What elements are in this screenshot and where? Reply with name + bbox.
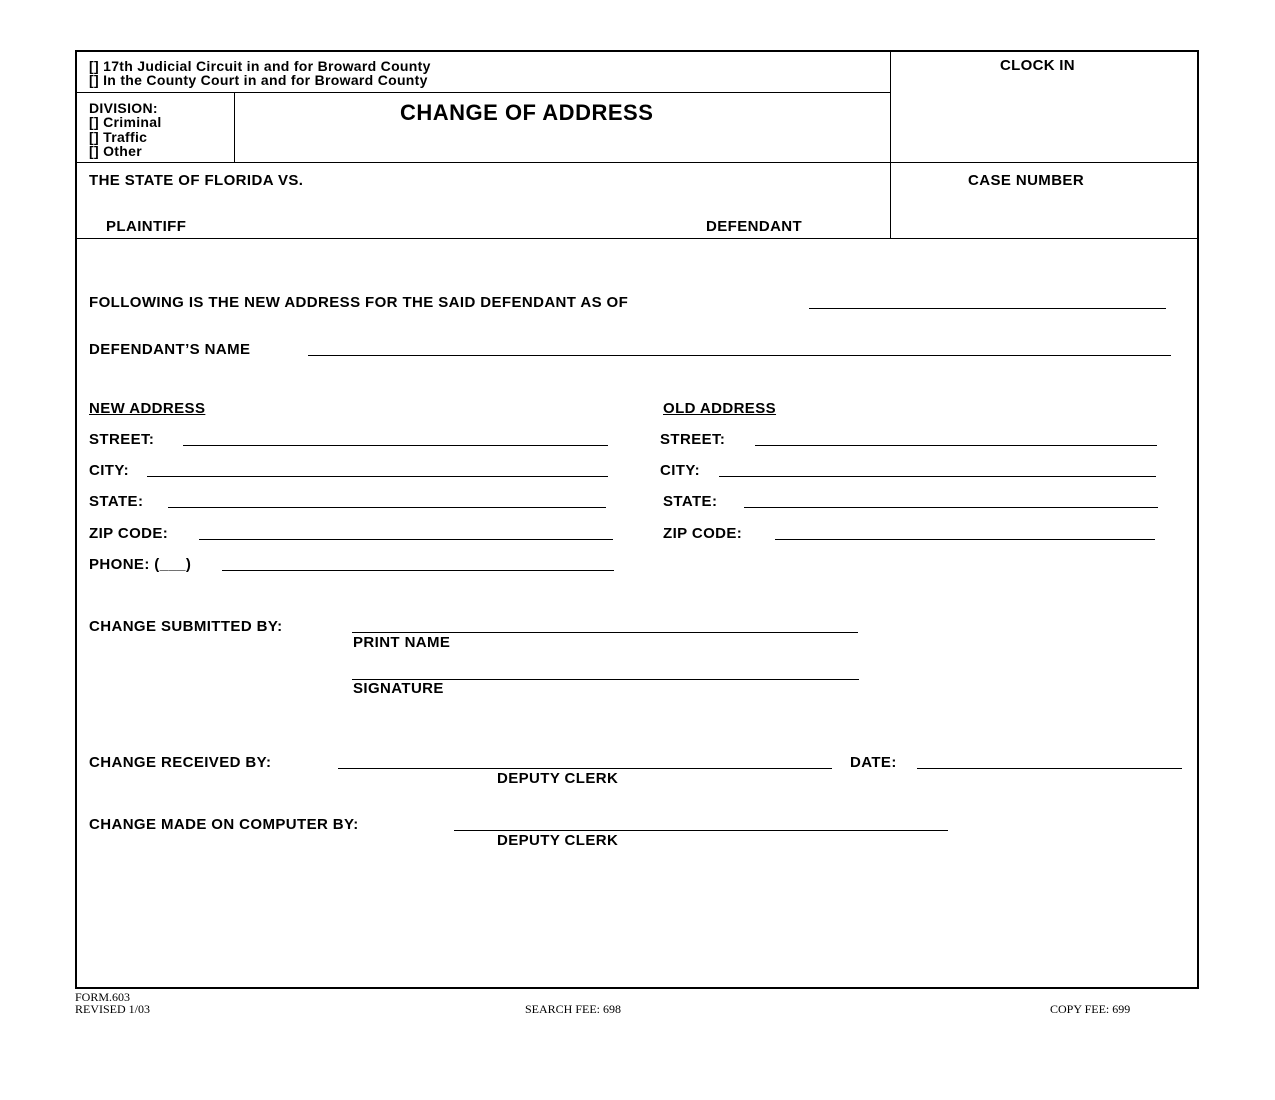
division-option-criminal[interactable]: [] Criminal — [89, 114, 162, 130]
made-on-computer-field[interactable] — [454, 830, 948, 831]
new-phone-field[interactable] — [222, 570, 614, 571]
plaintiff-label: PLAINTIFF — [106, 218, 187, 235]
division-option-other[interactable]: [] Other — [89, 143, 142, 159]
print-name-field[interactable] — [352, 632, 858, 633]
form-title: CHANGE OF ADDRESS — [400, 100, 654, 125]
defendant-name-label: DEFENDANT’S NAME — [89, 341, 251, 358]
as-of-date-field[interactable] — [809, 308, 1166, 309]
new-street-label: STREET: — [89, 431, 155, 448]
signature-caption: SIGNATURE — [353, 680, 444, 697]
header-divider-court — [75, 92, 890, 93]
made-on-computer-label: CHANGE MADE ON COMPUTER BY: — [89, 816, 359, 833]
header-divider-caption — [75, 162, 1199, 163]
division-option-traffic[interactable]: [] Traffic — [89, 129, 148, 145]
new-state-label: STATE: — [89, 493, 144, 510]
print-name-caption: PRINT NAME — [353, 634, 451, 651]
new-state-field[interactable] — [168, 507, 606, 508]
form-border — [75, 50, 1199, 989]
division-label: DIVISION: — [89, 100, 158, 116]
defendant-label: DEFENDANT — [706, 218, 803, 235]
old-address-heading: OLD ADDRESS — [663, 400, 777, 417]
old-street-field[interactable] — [755, 445, 1157, 446]
received-by-field[interactable] — [338, 768, 832, 769]
old-state-label: STATE: — [663, 493, 718, 510]
old-street-label: STREET: — [660, 431, 726, 448]
old-zip-field[interactable] — [775, 539, 1155, 540]
form-number: FORM.603 — [75, 990, 131, 1004]
new-phone-label: PHONE: (___) — [89, 556, 192, 573]
date-field[interactable] — [917, 768, 1182, 769]
court-line-county[interactable]: [] In the County Court in and for Broward County — [89, 72, 428, 88]
received-by-label: CHANGE RECEIVED BY: — [89, 754, 272, 771]
old-zip-label: ZIP CODE: — [663, 525, 743, 542]
revised-date: REVISED 1/03 — [75, 1002, 150, 1016]
date-label: DATE: — [850, 754, 897, 771]
deputy-clerk-caption-1: DEPUTY CLERK — [497, 770, 619, 787]
header-divider-right — [890, 50, 891, 239]
case-number-label: CASE NUMBER — [968, 172, 1085, 189]
submitted-by-label: CHANGE SUBMITTED BY: — [89, 618, 283, 635]
new-address-heading: NEW ADDRESS — [89, 400, 206, 417]
new-zip-label: ZIP CODE: — [89, 525, 169, 542]
new-zip-field[interactable] — [199, 539, 613, 540]
court-line-circuit[interactable]: [] 17th Judicial Circuit in and for Broward County — [89, 58, 431, 74]
old-state-field[interactable] — [744, 507, 1158, 508]
clock-in-label: CLOCK IN — [1000, 57, 1075, 74]
old-city-field[interactable] — [719, 476, 1156, 477]
deputy-clerk-caption-2: DEPUTY CLERK — [497, 832, 619, 849]
new-address-as-of-label: FOLLOWING IS THE NEW ADDRESS FOR THE SAID DEFENDANT AS OF — [89, 294, 629, 311]
header-divider-division — [234, 92, 235, 162]
new-city-label: CITY: — [89, 462, 130, 479]
case-caption: THE STATE OF FLORIDA VS. — [89, 172, 304, 189]
search-fee: SEARCH FEE: 698 — [525, 1002, 622, 1016]
new-city-field[interactable] — [147, 476, 608, 477]
header-divider-bottom — [75, 238, 1199, 239]
old-city-label: CITY: — [660, 462, 701, 479]
defendant-name-field[interactable] — [308, 355, 1171, 356]
copy-fee: COPY FEE: 699 — [1050, 1002, 1131, 1016]
new-street-field[interactable] — [183, 445, 608, 446]
